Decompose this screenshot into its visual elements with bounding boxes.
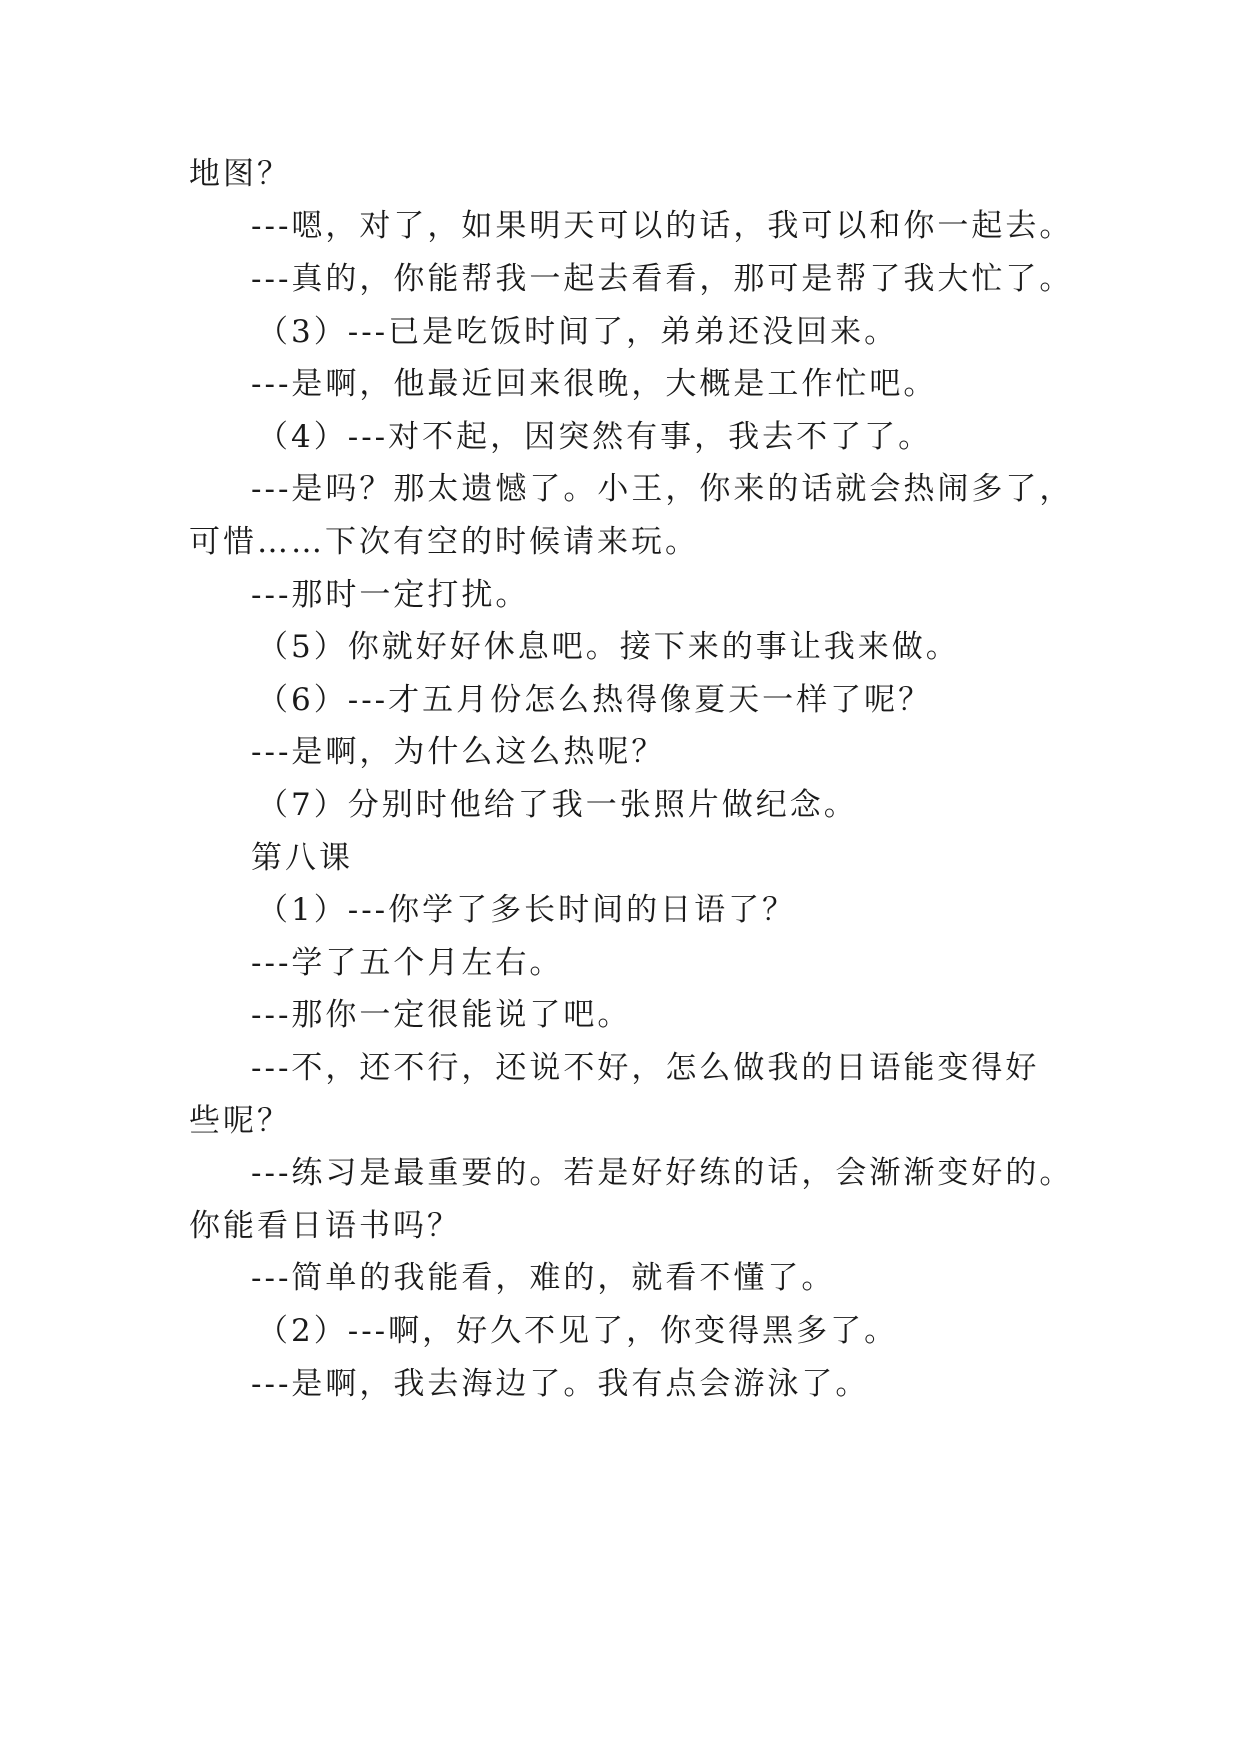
- text-line: ---是啊，我去海边了。我有点会游泳了。: [251, 1366, 870, 1402]
- text-line: （7）分别时他给了我一张照片做纪念。: [257, 787, 858, 823]
- text-line: （3）---已是吃饭时间了，弟弟还没回来。: [257, 314, 899, 350]
- section-heading: 第八课: [251, 840, 353, 876]
- text-line: ---是啊，他最近回来很晚，大概是工作忙吧。: [251, 366, 938, 402]
- text-line: （5）你就好好休息吧。接下来的事让我来做。: [257, 629, 960, 665]
- text-line: 可惜……下次有空的时候请来玩。: [189, 524, 699, 560]
- text-line: ---简单的我能看，难的，就看不懂了。: [251, 1260, 836, 1296]
- text-line: ---那你一定很能说了吧。: [251, 997, 632, 1033]
- text-line: （2）---啊，好久不见了，你变得黑多了。: [257, 1313, 899, 1349]
- text-line: ---不，还不行，还说不好，怎么做我的日语能变得好: [251, 1050, 1040, 1086]
- text-line: ---那时一定打扰。: [251, 577, 530, 613]
- text-line: ---学了五个月左右。: [251, 945, 564, 981]
- text-line: 些呢？: [189, 1103, 291, 1139]
- text-line: （1）---你学了多长时间的日语了？: [257, 892, 797, 928]
- text-line: （4）---对不起，因突然有事，我去不了了。: [257, 419, 933, 455]
- text-line: ---练习是最重要的。若是好好练的话，会渐渐变好的。: [251, 1155, 1074, 1191]
- text-line: ---是吗？那太遗憾了。小王，你来的话就会热闹多了，: [251, 471, 1074, 507]
- text-line: 你能看日语书吗？: [189, 1208, 461, 1244]
- text-line: ---真的，你能帮我一起去看看，那可是帮了我大忙了。: [251, 261, 1074, 297]
- text-line: ---是啊，为什么这么热呢？: [251, 734, 666, 770]
- text-line: （6）---才五月份怎么热得像夏天一样了呢？: [257, 682, 933, 718]
- text-line: ---嗯，对了，如果明天可以的话，我可以和你一起去。: [251, 208, 1074, 244]
- text-line: 地图？: [189, 156, 291, 192]
